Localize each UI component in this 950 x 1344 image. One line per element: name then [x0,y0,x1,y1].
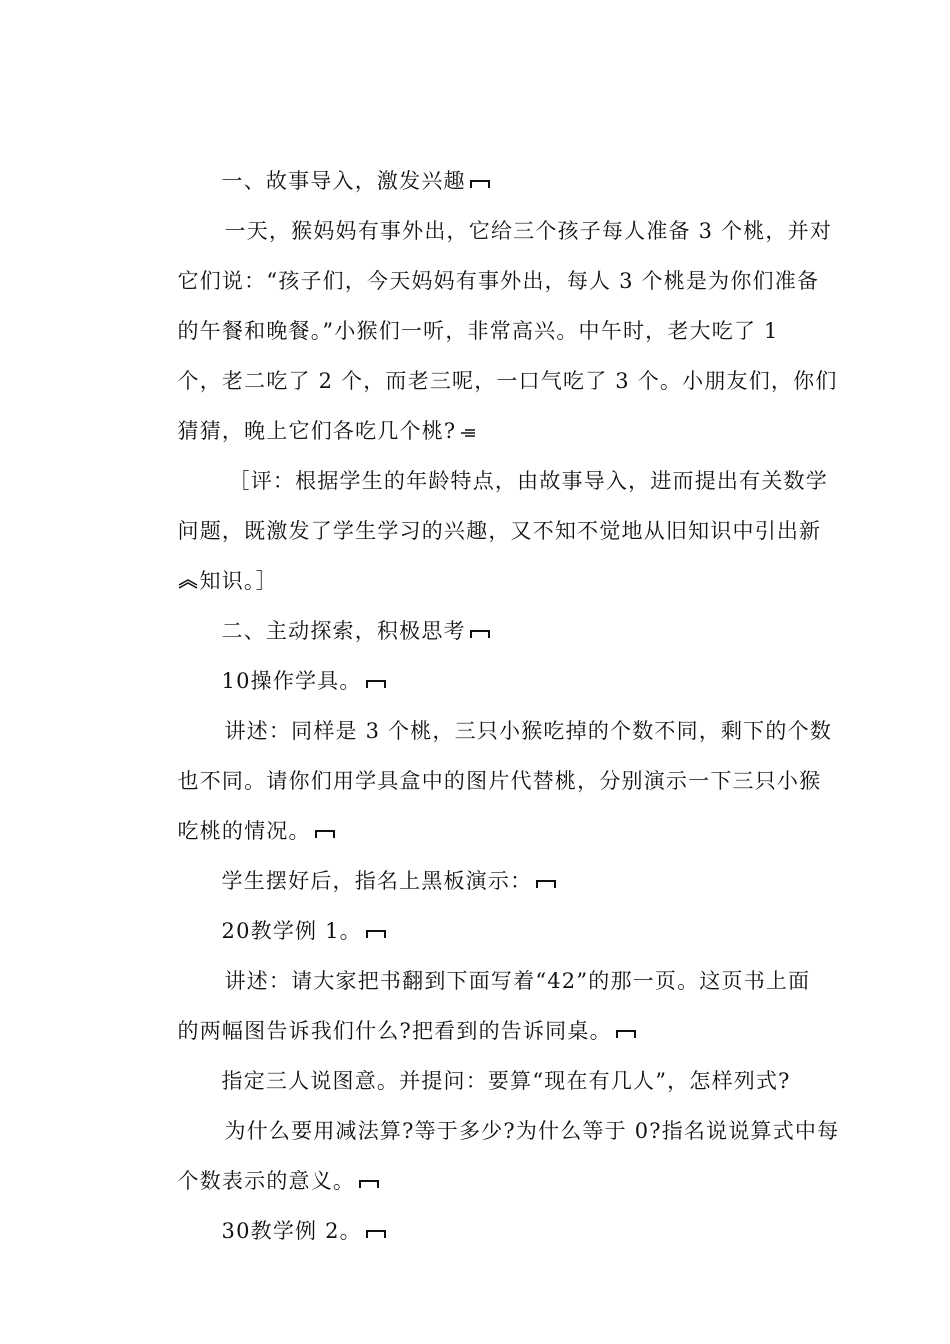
comment-paragraph-line-2: 问题，既激发了学生学习的兴趣，又不知不觉地从旧知识中引出新 [177,519,822,543]
example-paragraph-line-2: 的两幅图告诉我们什么?把看到的告诉同桌。 [146,986,636,1076]
paragraph-mark-icon [366,1227,386,1239]
comment-paragraph-line-1: ［评：根据学生的年龄特点，由故事导入，进而提出有关数学 [228,469,828,493]
step-heading-1: 10操作学具。 [190,636,386,726]
story-paragraph-line-5: 猜猜，晚上它们各吃几个桃? [146,386,476,476]
section-heading-2: 二、主动探索，积极思考 [190,586,490,676]
question-paragraph-line: 指定三人说图意。并提问：要算“现在有几人”，怎样列式? [221,1069,791,1093]
story-paragraph-line-2: 它们说：“孩子们，今天妈妈有事外出，每人 3 个桃是为你们准备 [177,269,820,293]
narration-paragraph-line-2: 也不同。请你们用学具盒中的图片代替桃，分别演示一下三只小猴 [177,769,822,793]
meaning-paragraph-line-1: 为什么要用减法算?等于多少?为什么等于 0?指名说说算式中每 [224,1119,840,1143]
example-paragraph-line-1: 讲述：请大家把书翻到下面写着“42”的那一页。这页书上面 [224,969,811,993]
section-heading-1: 一、故事导入，激发兴趣 [190,136,490,226]
meaning-paragraph-line-2: 个数表示的意义。 [146,1136,379,1226]
story-paragraph-line-3: 的午餐和晚餐。”小猴们一听，非常高兴。中午时，老大吃了 1 [177,319,779,343]
story-paragraph-line-4: 个，老二吃了 2 个，而老三呢，一口气吃了 3 个。小朋友们，你们 [177,369,838,393]
paragraph-mark-icon [536,877,556,889]
demo-instruction-line: 学生摆好后，指名上黑板演示： [190,836,556,926]
story-paragraph-line-1: 一天，猴妈妈有事外出，它给三个孩子每人准备 3 个桃，并对 [224,219,833,243]
narration-paragraph-line-1: 讲述：同样是 3 个桃，三只小猴吃掉的个数不同，剩下的个数 [224,719,833,743]
comment-paragraph-line-3: 知识。］ [146,536,278,626]
paragraph-mark-icon [470,627,490,639]
step-heading-2: 20教学例 1。 [190,886,386,976]
step-heading-3: 30教学例 2。 [190,1186,386,1276]
narration-paragraph-line-3: 吃桃的情况。 [146,786,335,876]
